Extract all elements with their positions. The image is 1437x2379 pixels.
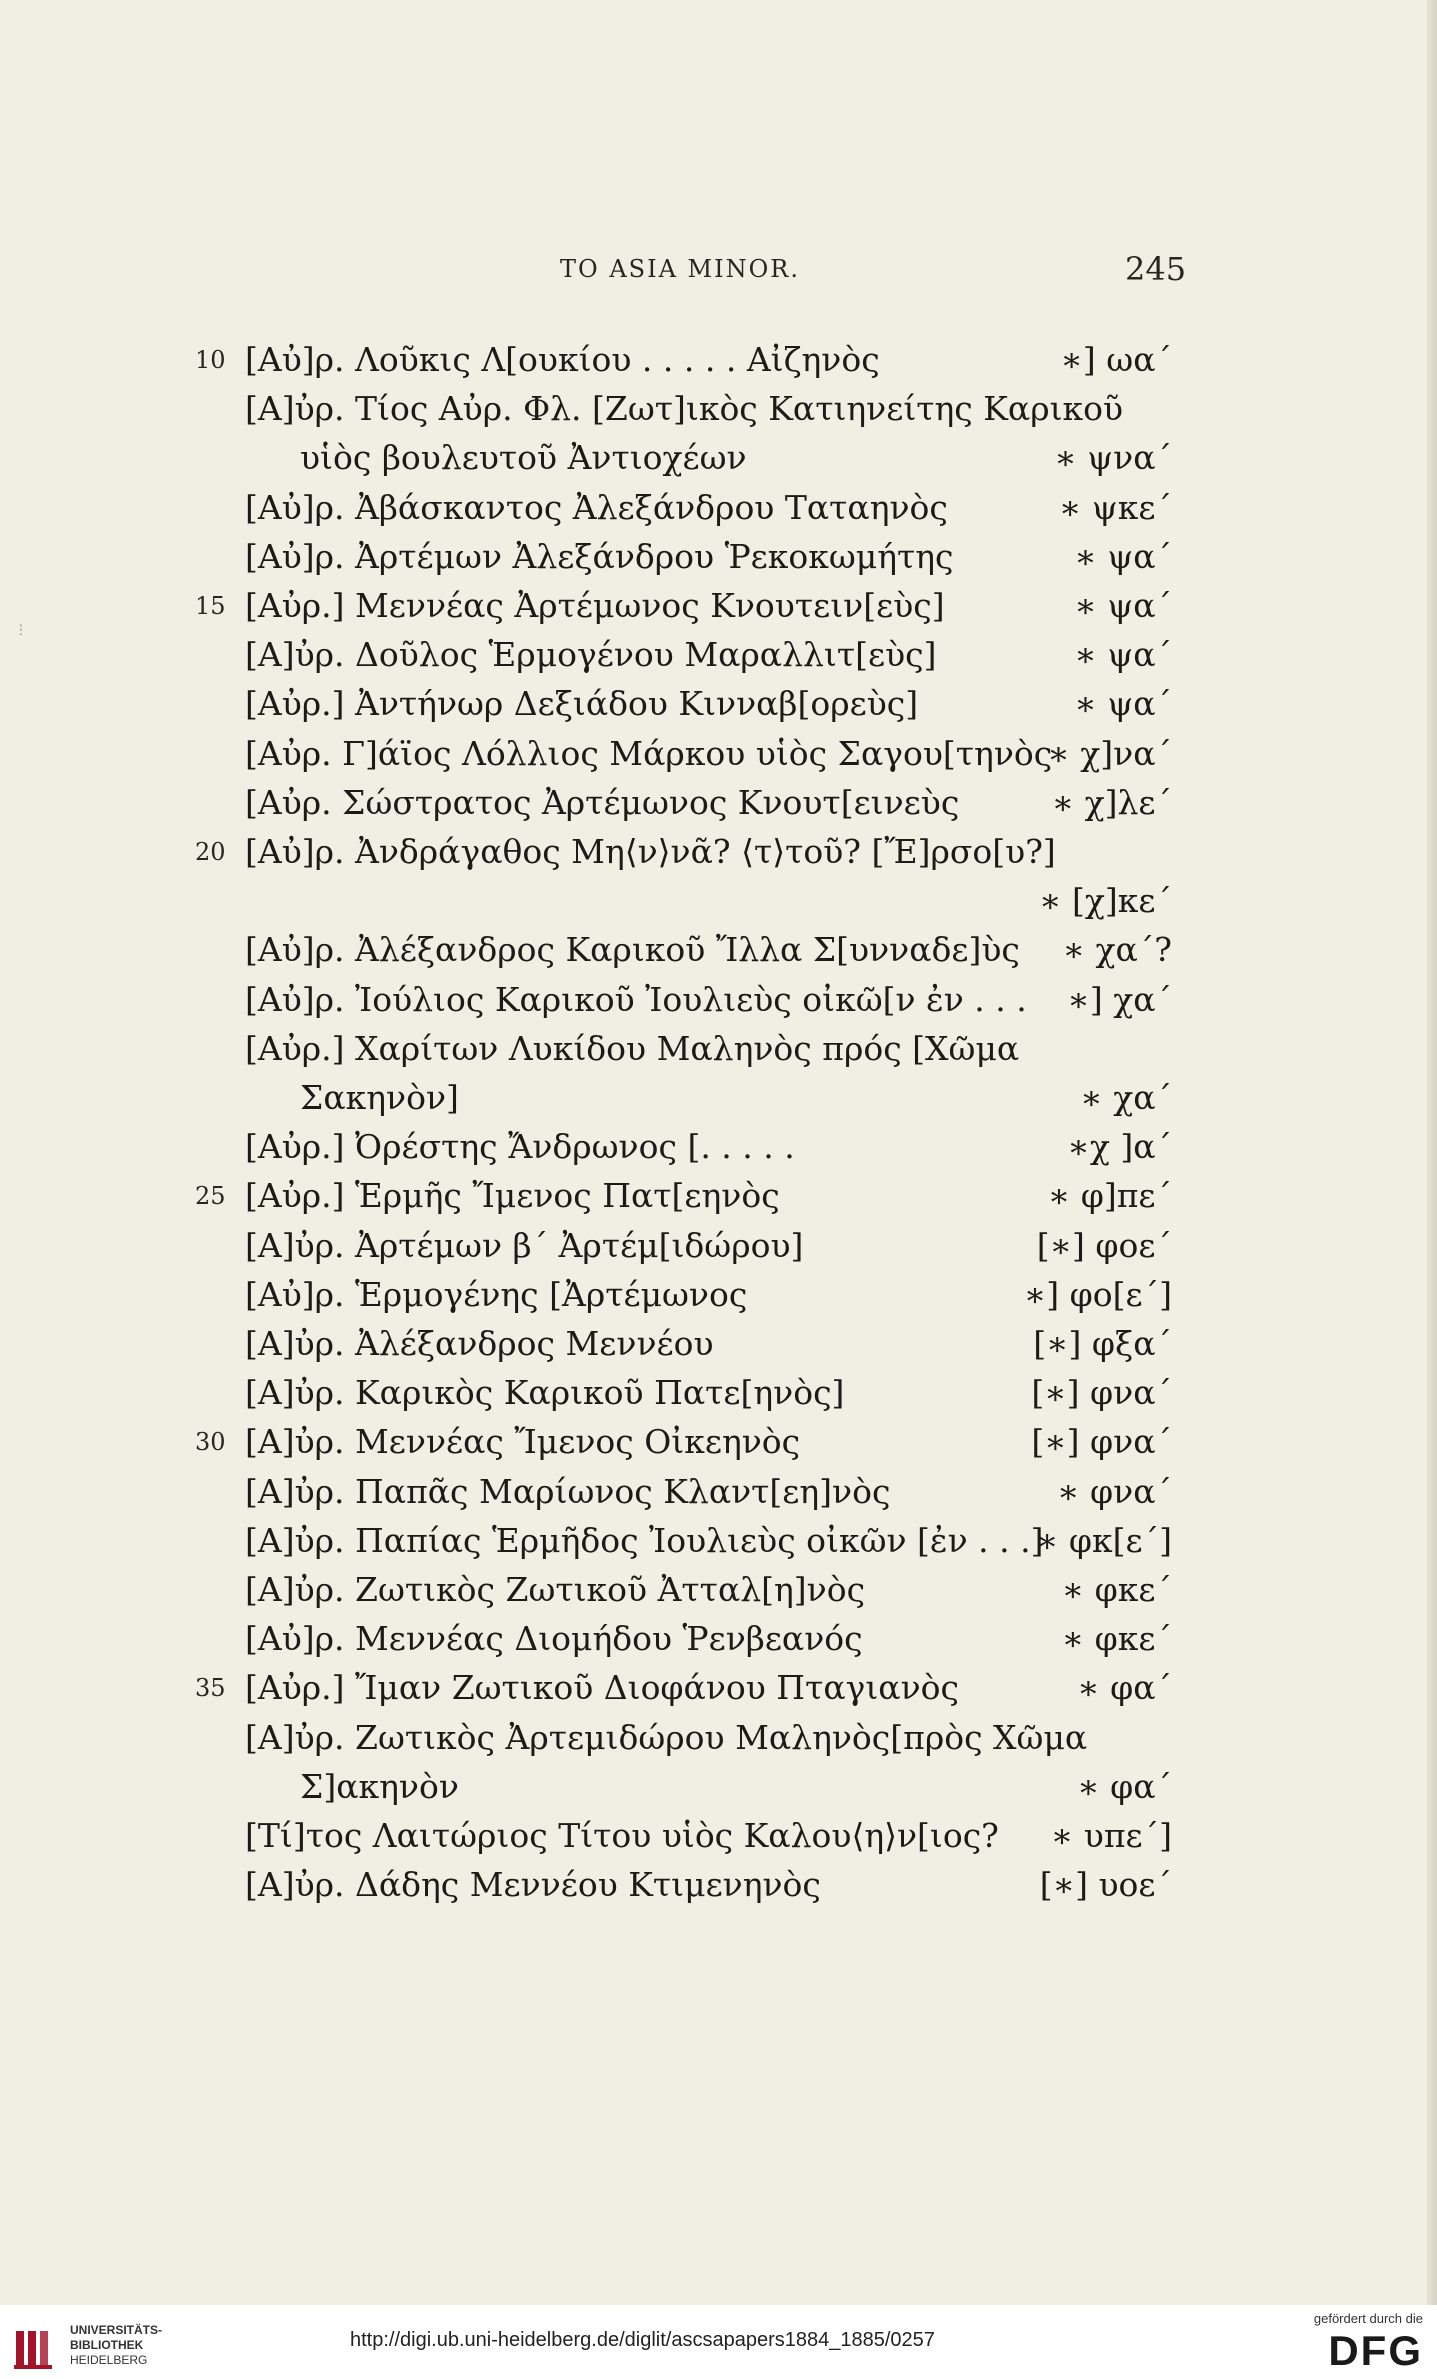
line-value: ∗] ωα´ (1060, 340, 1172, 379)
line-value: ∗ φα´ (1077, 1668, 1172, 1707)
inscription-line (0, 1516, 1437, 1566)
line-value: ∗ ψα´ (1074, 684, 1172, 723)
line-value: ∗ ψα´ (1074, 635, 1172, 674)
line-text: [Τί]τος Λαιτώριος Τίτου υἱὸς Καλου⟨η⟩ν[ιος? (245, 1816, 999, 1855)
inscription-line (0, 1319, 1437, 1369)
line-text: [Αὐ]ρ. Ἀβάσκαντος Ἀλεξάνδρου Ταταηνὸς (245, 488, 948, 527)
line-number: 10 (195, 346, 226, 374)
line-value: [∗] υοε´ (1039, 1865, 1172, 1904)
inscription-line (0, 1663, 1437, 1713)
line-number: 25 (195, 1182, 226, 1210)
inscription-line (0, 1860, 1437, 1910)
line-text: [Α]ὐρ. Ἀρτέμων β´ Ἀρτέμ[ιδώρου] (245, 1226, 804, 1265)
inscription-line (0, 1270, 1437, 1320)
line-text: [Α]ὐρ. Καρικὸς Καρικοῦ Πατε[ηνὸς] (245, 1373, 845, 1412)
inscription-line (0, 1467, 1437, 1517)
inscription-line (0, 975, 1437, 1025)
inscription-line (0, 384, 1437, 434)
source-url-link[interactable]: http://digi.ub.uni-heidelberg.de/diglit/ascsapapers1884_1885/0257 (350, 2329, 935, 2351)
line-text: [Α]ὐρ. Ἀλέξανδρος Μεννέου (245, 1324, 714, 1363)
margin-mark: ⁝ (18, 620, 24, 641)
line-value: [∗] φοε´ (1036, 1226, 1172, 1265)
line-text: [Α]ὐρ. Ζωτικὸς Ζωτικοῦ Ἀτταλ[η]νὸς (245, 1570, 866, 1609)
footer-bar (0, 2305, 1437, 2379)
inscription-line (0, 630, 1437, 680)
inscription-line (0, 1417, 1437, 1467)
line-value: ∗ φκε´ (1061, 1619, 1172, 1658)
line-text: [Αὐρ.] Μεννέας Ἀρτέμωνος Κνουτειν[εὺς] (245, 586, 945, 625)
inscription-line (0, 778, 1437, 828)
inscription-line (0, 1762, 1437, 1812)
line-text: [Α]ὐρ. Τίος Αὐρ. Φλ. [Ζωτ]ικὸς Κατιηνείτης Καρικοῦ (245, 389, 1124, 428)
inscription-line (0, 729, 1437, 779)
inscription-line (0, 876, 1437, 926)
line-value: [∗] φνα´ (1031, 1422, 1172, 1461)
line-value: ∗ φκε´ (1061, 1570, 1172, 1609)
inscription-line (0, 1368, 1437, 1418)
line-value: ∗ ψκε´ (1058, 488, 1172, 527)
inscription-line (0, 581, 1437, 631)
inscription-line (0, 1024, 1437, 1074)
line-text: υἱὸς βουλευτοῦ Ἀντιοχέων (300, 438, 747, 477)
library-line-1: UNIVERSITÄTS- (70, 2323, 163, 2337)
line-value: ∗] φο[ε´] (1023, 1275, 1172, 1314)
line-text: [Α]ὐρ. Παπίας Ἑρμῆδος Ἰουλιεὺς οἰκῶν [ἐν . . .] (245, 1521, 1044, 1560)
line-value: ∗ χα´ (1080, 1078, 1172, 1117)
line-number: 35 (195, 1674, 226, 1702)
line-text: [Αὐρ. Γ]άϊος Λόλλιος Μάρκου υἱὸς Σαγου[τηνὸς (245, 734, 1053, 773)
line-text: [Α]ὐρ. Δάδης Μεννέου Κτιμενηνὸς (245, 1865, 821, 1904)
line-value: ∗ φνα´ (1057, 1472, 1172, 1511)
line-value: ∗ χ]να´ (1047, 734, 1172, 773)
line-text: [Αὐρ.] Ἀντήνωρ Δεξιάδου Κινναβ[ορεὺς] (245, 684, 919, 723)
dfg-logo: DFG (1328, 2327, 1423, 2374)
line-text: Σ]ακηνὸν (300, 1767, 459, 1806)
inscription-line (0, 827, 1437, 877)
line-text: [Αὐρ. Σώστρατος Ἀρτέμωνος Κνουτ[εινεὺς (245, 783, 960, 822)
inscription-line (0, 679, 1437, 729)
line-text: [Αὐ]ρ. Ἀλέξανδρος Καρικοῦ Ἴλλα Σ[υνναδε]ὺς (245, 930, 1020, 969)
line-text: [Αὐρ.] Ἴμαν Ζωτικοῦ Διοφάνου Πταγιανὸς (245, 1668, 959, 1707)
inscription-line (0, 1221, 1437, 1271)
inscription-line (0, 1713, 1437, 1763)
line-text: [Αὐ]ρ. Ἀρτέμων Ἀλεξάνδρου Ῥεκοκωμήτης (245, 537, 954, 576)
line-value: ∗ υπε´] (1050, 1816, 1172, 1855)
line-text: [Αὐρ.] Χαρίτων Λυκίδου Μαληνὸς πρός [Χῶμα (245, 1029, 1020, 1068)
inscription-line (0, 1073, 1437, 1123)
university-library-logo-icon (12, 2325, 60, 2373)
line-text: [Αὐ]ρ. Ἰούλιος Καρικοῦ Ἰουλιεὺς οἰκῶ[ν ἐν . . . (245, 980, 1027, 1019)
line-text: Σακηνὸν] (300, 1078, 459, 1117)
line-text: [Α]ὐρ. Δοῦλος Ἑρμογένου Μαραλλιτ[εὺς] (245, 635, 937, 674)
running-head: TO ASIA MINOR. (560, 255, 800, 283)
inscription-line (0, 1122, 1437, 1172)
line-value: [∗] φνα´ (1031, 1373, 1172, 1412)
line-text: [Αὐρ.] Ἑρμῆς Ἴμενος Πατ[εηνὸς (245, 1176, 780, 1215)
line-text: [Αὐ]ρ. Ἀνδράγαθος Μη⟨ν⟩νᾶ? ⟨τ⟩τοῦ? [Ἔ]ρσο[υ?] (245, 832, 1056, 871)
inscription-line (0, 433, 1437, 483)
line-number: 20 (195, 838, 226, 866)
line-text: [Αὐ]ρ. Ἑρμογένης [Ἀρτέμωνος (245, 1275, 748, 1314)
line-value: ∗ χ]λε´ (1051, 783, 1172, 822)
inscription-line (0, 483, 1437, 533)
line-number: 15 (195, 592, 226, 620)
line-value: ∗ φκ[ε´] (1036, 1521, 1172, 1560)
line-value: ∗ χα´? (1062, 930, 1172, 969)
line-value: ∗χ ]α´ (1067, 1127, 1172, 1166)
line-text: [Αὐρ.] Ὀρέστης Ἄνδρωνος [. . . . . (245, 1127, 795, 1166)
dfg-caption: gefördert durch die (1313, 2311, 1423, 2326)
inscription-line (0, 1171, 1437, 1221)
line-number: 30 (195, 1428, 226, 1456)
library-line-3: HEIDELBERG (70, 2353, 148, 2367)
inscription-line (0, 1811, 1437, 1861)
inscription-line (0, 335, 1437, 385)
line-value: ∗ ψνα´ (1054, 438, 1172, 477)
library-name (70, 2323, 162, 2368)
library-line-2: BIBLIOTHEK (70, 2338, 144, 2352)
line-value: ∗ ψα´ (1074, 537, 1172, 576)
line-value: ∗ φ]πε´ (1047, 1176, 1172, 1215)
line-text: [Αὐ]ρ. Λοῦκις Λ[ουκίου . . . . . Αἰζηνὸς (245, 340, 880, 379)
line-value: ∗ ψα´ (1074, 586, 1172, 625)
line-value: ∗ [χ]κε´ (1039, 881, 1172, 920)
inscription-line (0, 1565, 1437, 1615)
line-text: [Α]ὐρ. Παπᾶς Μαρίωνος Κλαντ[εη]νὸς (245, 1472, 891, 1511)
line-value: ∗] χα´ (1067, 980, 1172, 1019)
line-value: ∗ φα´ (1077, 1767, 1172, 1806)
line-text: [Α]ὐρ. Ζωτικὸς Ἀρτεμιδώρου Μαληνὸς[πρὸς Χῶμα (245, 1718, 1088, 1757)
page-number: 245 (1125, 250, 1187, 288)
line-value: [∗] φξα´ (1033, 1324, 1172, 1363)
inscription-line (0, 532, 1437, 582)
inscription-line (0, 925, 1437, 975)
inscription-line (0, 1614, 1437, 1664)
line-text: [Α]ὐρ. Μεννέας Ἴμενος Οἰκεηνὸς (245, 1422, 801, 1461)
line-text: [Αὐ]ρ. Μεννέας Διομήδου Ῥενβεανός (245, 1619, 863, 1658)
